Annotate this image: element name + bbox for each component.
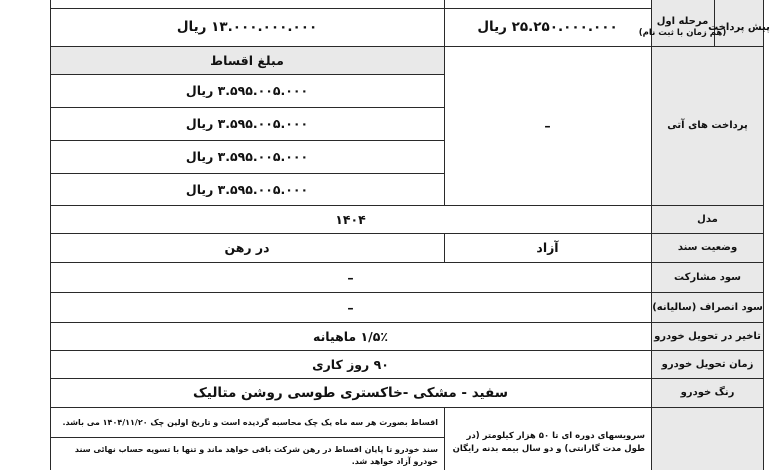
doc-status-label: وضعیت سند bbox=[677, 242, 738, 253]
future-payments-option-a: – bbox=[544, 118, 551, 133]
stage-subtitle: (هم زمان با ثبت نام) bbox=[638, 28, 727, 39]
prepayment-amount-b: ۱۳.۰۰۰.۰۰۰.۰۰۰ ریال bbox=[176, 19, 318, 35]
car-color-label: رنگ خودرو bbox=[680, 387, 735, 398]
model-value: ۱۴۰۴ bbox=[335, 211, 366, 227]
document-note: سند خودرو تا پایان اقساط در رهن شرکت باقی خواهد ماند و تنها با تسویه حساب نهائی سند خودرو آزاد خواهد شد. bbox=[74, 445, 438, 466]
col-line bbox=[444, 407, 445, 470]
row-line bbox=[50, 407, 764, 408]
model-label: مدل bbox=[697, 213, 718, 225]
prepayment-stage-label bbox=[638, 8, 727, 46]
car-color-value: سفید - مشکی -خاکستری طوسی روشن متالیک bbox=[192, 384, 509, 401]
stage-title: مرحله اول bbox=[656, 15, 709, 27]
partnership-profit-value: – bbox=[347, 269, 354, 285]
cancellation-profit-label: سود انصراف (سالیانه) bbox=[652, 301, 763, 313]
installments-header: مبلغ اقساط bbox=[210, 52, 284, 68]
sales-conditions-table bbox=[50, 0, 770, 470]
installment-amount: ۳.۵۹۵.۰۰۵.۰۰۰ ریال bbox=[185, 181, 309, 197]
delivery-delay-label: تاخیر در تحویل خودرو bbox=[654, 330, 761, 342]
row-line bbox=[50, 437, 444, 438]
installments-note: اقساط بصورت هر سه ماه یک چک محاسبه گردیده است و تاریخ اولین چک ۱۴۰۴/۱۱/۲۰ می باشد. bbox=[62, 418, 438, 427]
partnership-profit-label: سود مشارکت bbox=[674, 271, 741, 283]
delivery-time-value: ۹۰ روز کاری bbox=[312, 356, 389, 372]
delivery-time-label: زمان تحویل خودرو bbox=[661, 358, 754, 370]
installment-amount: ۳.۵۹۵.۰۰۵.۰۰۰ ریال bbox=[185, 83, 309, 98]
doc-status-a: آزاد bbox=[536, 240, 559, 255]
prepayment-group-label: پیش پرداخت bbox=[708, 21, 770, 33]
installment-amount: ۳.۵۹۵.۰۰۵.۰۰۰ ریال bbox=[185, 116, 309, 131]
prepayment-amount-a: ۲۵.۲۵۰.۰۰۰.۰۰۰ ریال bbox=[477, 19, 618, 35]
installment-amount: ۳.۵۹۵.۰۰۵.۰۰۰ ریال bbox=[185, 149, 309, 164]
delivery-delay-value: ۱/۵٪ ماهیانه bbox=[313, 328, 388, 344]
cancellation-profit-value: – bbox=[347, 299, 354, 315]
services-note: سرویسهای دوره ای تا ۵۰ هزار کیلومتر (در طول مدت گارانتی) و دو سال بیمه بدنه رایگان bbox=[452, 431, 645, 454]
future-payments-label: پرداخت های آتی bbox=[667, 120, 748, 131]
doc-status-b: در رهن bbox=[224, 240, 270, 255]
